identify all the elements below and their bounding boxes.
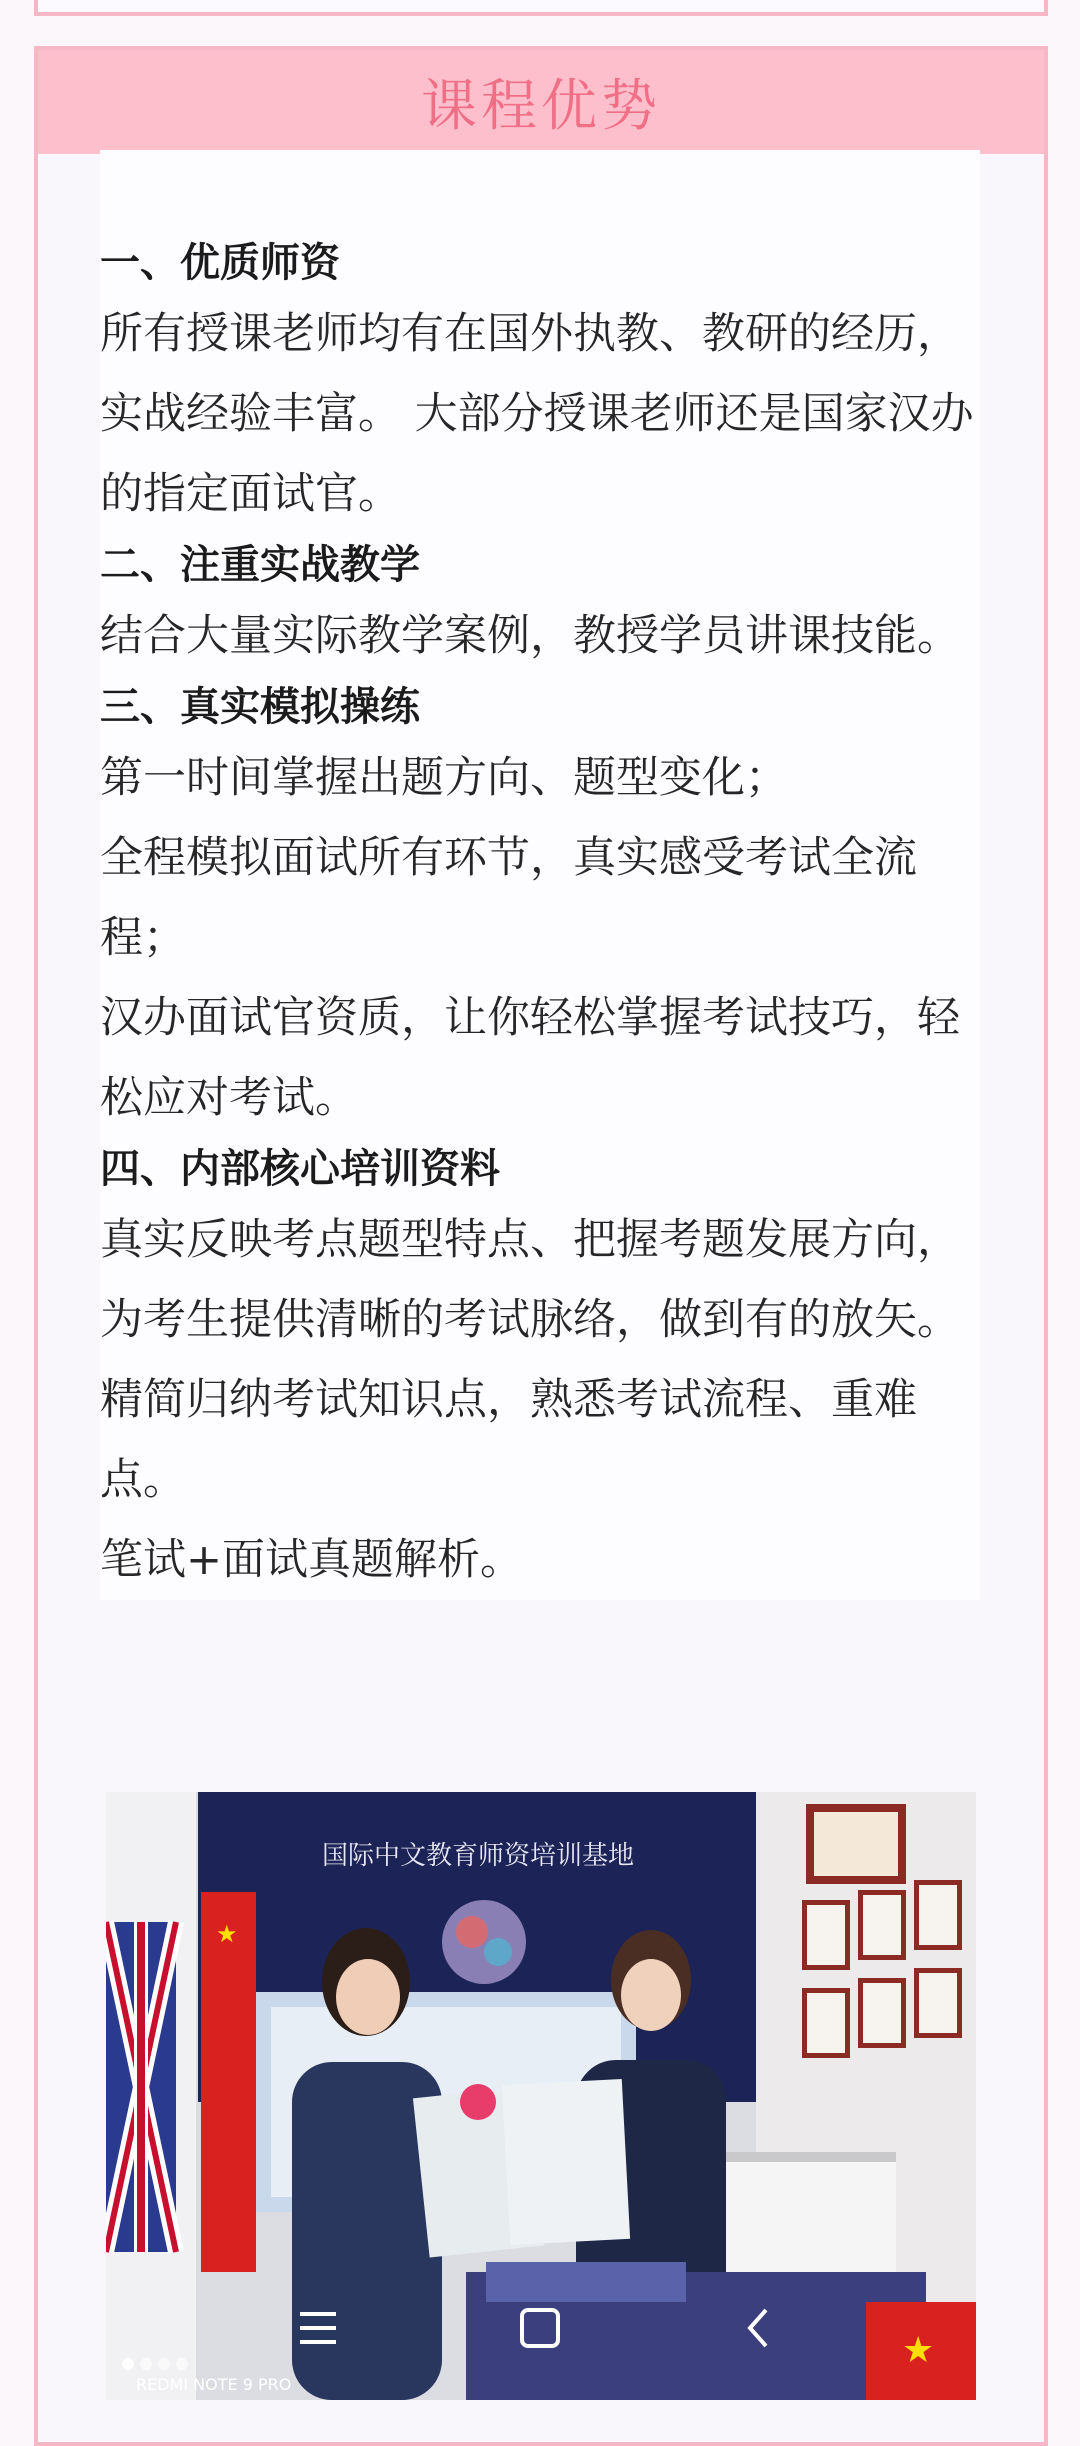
photo-watermark: REDMI NOTE 9 PRO — [136, 2375, 292, 2394]
section-2 — [100, 534, 980, 676]
section-4 — [100, 1138, 980, 1600]
section-title: 二、注重实战教学 — [100, 542, 420, 588]
section-paragraph: 笔试+面试真题解析。 — [100, 1535, 524, 1585]
home-square-icon[interactable] — [510, 2298, 570, 2358]
advantage-text — [100, 150, 980, 1600]
banner-text: 国际中文教育师资培训基地 — [321, 1841, 635, 1871]
section-title: 四、内部核心培训资料 — [100, 1146, 500, 1192]
section-paragraph: 全程模拟面试所有环节，真实感受考试全流程； — [100, 833, 917, 963]
previous-card-bottom-edge — [34, 0, 1048, 16]
section-paragraph: 第一时间掌握出题方向、题型变化； — [100, 753, 788, 803]
section-paragraph: 精简归纳考试知识点，熟悉考试流程、重难点。 — [100, 1375, 917, 1505]
section-paragraph: 汉办面试官资质，让你轻松掌握考试技巧，轻松应对考试。 — [100, 993, 960, 1123]
section-paragraph: 所有授课老师均有在国外执教、教研的经历，实战经验丰富。 大部分授课老师还是国家汉办的指定面试官。 — [100, 309, 974, 519]
card-content — [100, 150, 980, 1600]
svg-text:★: ★ — [902, 2330, 935, 2371]
section-paragraph: 结合大量实际教学案例，教授学员讲课技能。 — [100, 611, 960, 661]
system-navigation-bar — [0, 2280, 1080, 2370]
svg-text:★: ★ — [216, 1920, 238, 1948]
section-1 — [100, 232, 980, 534]
menu-icon[interactable] — [290, 2298, 350, 2358]
section-title: 三、真实模拟操练 — [100, 684, 420, 730]
section-paragraph: 真实反映考点题型特点、把握考题发展方向，为考生提供清晰的考试脉络，做到有的放矢。 — [100, 1215, 960, 1345]
back-chevron-icon[interactable] — [730, 2298, 790, 2358]
section-title: 一、优质师资 — [100, 240, 340, 286]
card-title: 课程优势 — [38, 50, 1044, 154]
section-3 — [100, 676, 980, 1138]
